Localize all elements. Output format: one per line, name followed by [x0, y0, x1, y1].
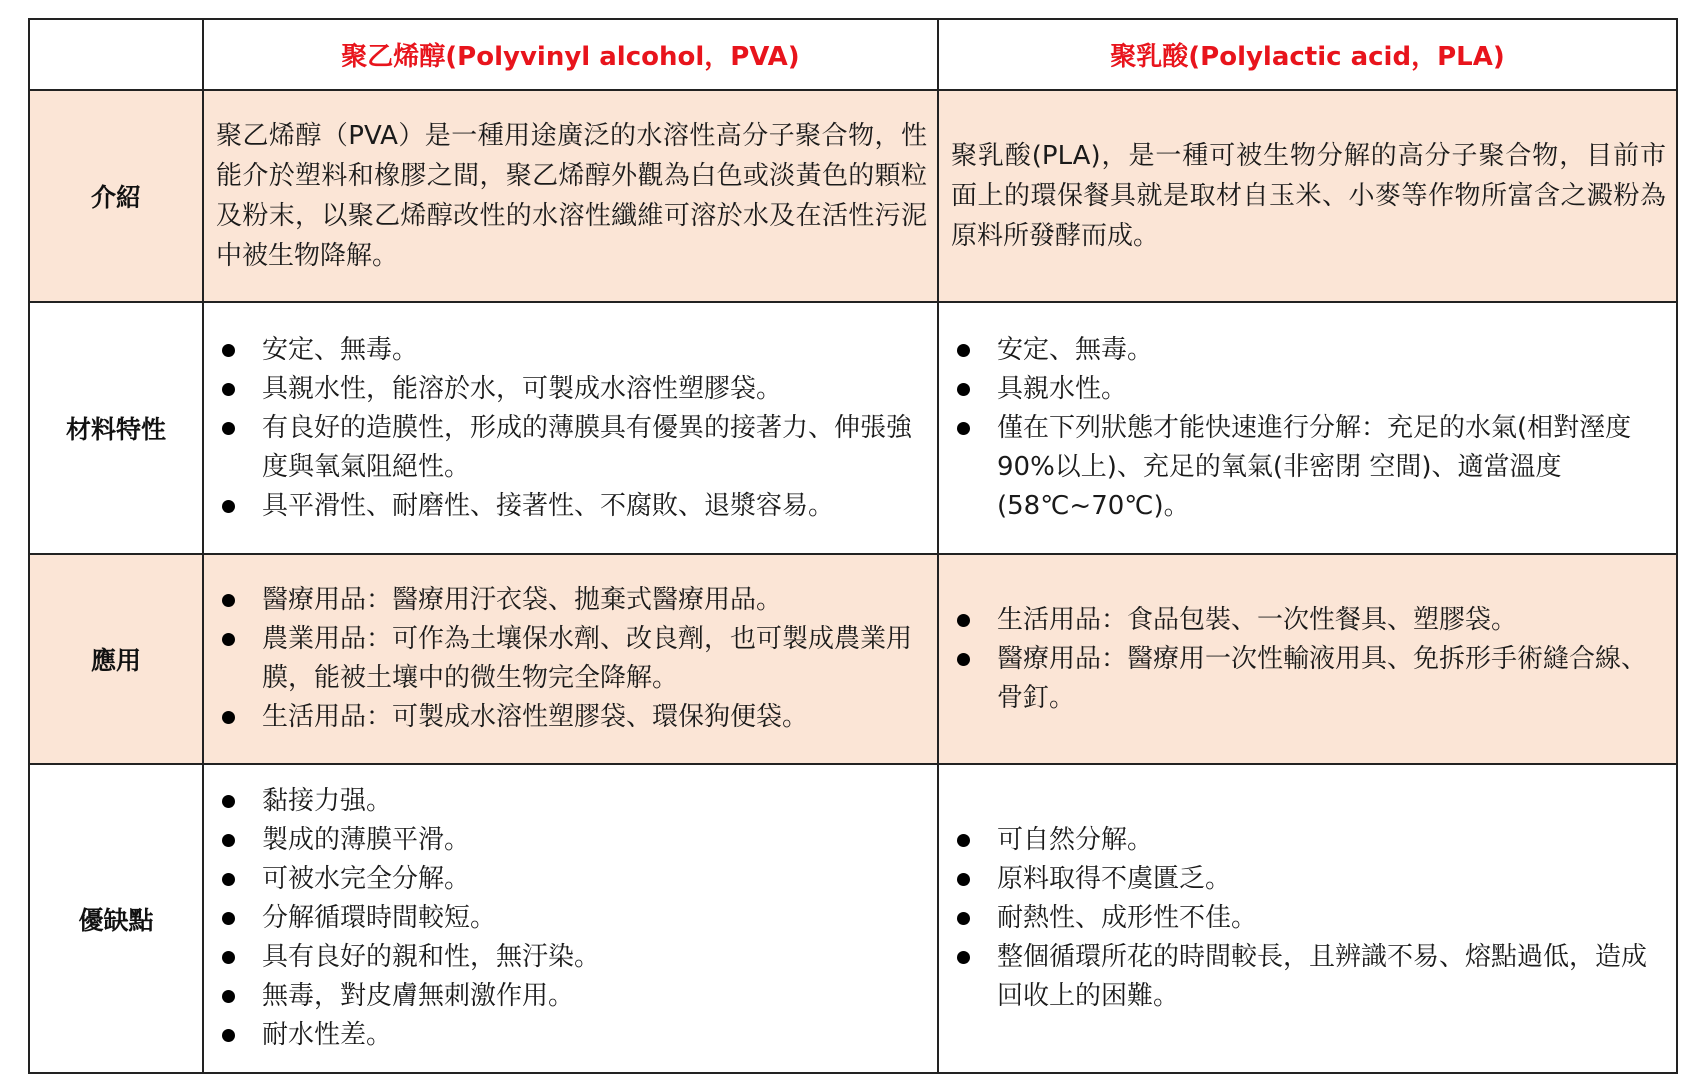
- bullet-icon: [222, 951, 235, 964]
- list-item-text: 生活用品：食品包裝、一次性餐具、塑膠袋。: [997, 604, 1518, 635]
- list-item: [949, 601, 1668, 640]
- bullet-icon: [222, 912, 235, 925]
- pva-intro-cell: [203, 90, 938, 302]
- pla-intro-text: 聚乳酸(PLA)，是一種可被生物分解的高分子聚合物，目前市面上的環保餐具就是取材自玉米、小麥等作物所富含之澱粉為原料所發酵而成。: [951, 141, 1666, 251]
- bullet-icon: [222, 633, 235, 646]
- pva-column-header: 聚乙烯醇(Polyvinyl alcohol，PVA): [203, 19, 938, 90]
- bullet-icon: [957, 344, 970, 357]
- pva-applications-cell: [203, 554, 938, 764]
- list-item-text: 醫療用品：醫療用一次性輸液用具、免拆形手術縫合線、骨釘。: [997, 643, 1648, 713]
- list-item: [214, 899, 929, 938]
- pla-column-header: 聚乳酸(Polylactic acid，PLA): [938, 19, 1677, 90]
- list-item: [214, 821, 929, 860]
- bullet-icon: [957, 951, 970, 964]
- applications-row: [29, 554, 1677, 764]
- list-item-text: 整個循環所花的時間較長，且辨識不易、熔點過低，造成回收上的困難。: [997, 942, 1648, 1011]
- intro-row: [29, 90, 1677, 302]
- list-item-text: 安定、無毒。: [997, 334, 1154, 365]
- list-item: [214, 581, 929, 620]
- pva-intro-text: 聚乙烯醇（PVA）是一種用途廣泛的水溶性高分子聚合物，性能介於塑料和橡膠之間，聚乙烯醇外觀為白色或淡黃色的顆粒及粉末，以聚乙烯醇改性的水溶性纖維可溶於水及在活性污泥中被生物降解。: [216, 121, 927, 271]
- list-item-text: 無毒，對皮膚無刺激作用。: [262, 981, 575, 1011]
- list-item-text: 醫療用品：醫療用汙衣袋、拋棄式醫療用品。: [262, 585, 783, 615]
- bullet-icon: [957, 912, 970, 925]
- properties-row-label: 材料特性: [29, 302, 203, 554]
- list-item-text: 耐水性差。: [262, 1020, 393, 1050]
- bullet-icon: [957, 614, 970, 627]
- list-item-text: 農業用品：可作為土壤保水劑、改良劑，也可製成農業用膜，能被土壤中的微生物完全降解。: [262, 624, 913, 693]
- list-item: [214, 331, 929, 370]
- list-item: [949, 640, 1668, 718]
- bullet-icon: [957, 653, 970, 666]
- pva-applications-list: [204, 581, 937, 737]
- pva-pros-cons-list: [204, 782, 937, 1055]
- list-item: [949, 938, 1668, 1016]
- pla-intro-cell: [938, 90, 1677, 302]
- bullet-icon: [222, 344, 235, 357]
- header-row: [29, 19, 1677, 90]
- list-item: [214, 860, 929, 899]
- list-item: [214, 370, 929, 409]
- list-item: [214, 487, 929, 526]
- list-item-text: 製成的薄膜平滑。: [262, 825, 471, 855]
- intro-row-label: 介紹: [29, 90, 203, 302]
- list-item: [949, 409, 1668, 526]
- list-item-text: 具親水性，能溶於水，可製成水溶性塑膠袋。: [262, 373, 783, 404]
- pla-pros-cons-cell: [938, 764, 1677, 1073]
- bullet-icon: [957, 383, 970, 396]
- pros-cons-row-label: 優缺點: [29, 764, 203, 1073]
- list-item: [214, 977, 929, 1016]
- pla-applications-cell: [938, 554, 1677, 764]
- list-item: [949, 821, 1668, 860]
- bullet-icon: [222, 594, 235, 607]
- list-item: [214, 1016, 929, 1055]
- list-item-text: 具有良好的親和性，無汙染。: [262, 942, 601, 972]
- list-item: [214, 409, 929, 487]
- list-item: [214, 782, 929, 821]
- bullet-icon: [222, 795, 235, 808]
- bullet-icon: [957, 873, 970, 886]
- pva-pros-cons-cell: [203, 764, 938, 1073]
- bullet-icon: [957, 834, 970, 847]
- list-item: [949, 370, 1668, 409]
- bullet-icon: [222, 873, 235, 886]
- bullet-icon: [222, 422, 235, 435]
- pla-applications-list: [939, 601, 1676, 718]
- list-item-text: 可被水完全分解。: [262, 864, 471, 894]
- pla-properties-cell: [938, 302, 1677, 554]
- list-item: [214, 620, 929, 698]
- pva-properties-cell: [203, 302, 938, 554]
- list-item: [949, 860, 1668, 899]
- list-item-text: 有良好的造膜性，形成的薄膜具有優異的接著力、伸張強度與氧氣阻絕性。: [262, 412, 913, 482]
- properties-row: [29, 302, 1677, 554]
- pla-properties-list: [939, 331, 1676, 526]
- pva-properties-list: [204, 331, 937, 526]
- applications-row-label: 應用: [29, 554, 203, 764]
- bullet-icon: [222, 990, 235, 1003]
- corner-cell: [29, 19, 203, 90]
- list-item-text: 僅在下列狀態才能快速進行分解：充足的水氣(相對溼度 90%以上)、充足的氧氣(非密閉 空間)、適當溫度(58℃~70℃)。: [997, 412, 1632, 521]
- list-item: [214, 938, 929, 977]
- list-item-text: 耐熱性、成形性不佳。: [997, 903, 1258, 933]
- pros-cons-row: [29, 764, 1677, 1073]
- list-item: [949, 331, 1668, 370]
- list-item-text: 生活用品：可製成水溶性塑膠袋、環保狗便袋。: [262, 702, 809, 732]
- bullet-icon: [222, 711, 235, 724]
- list-item-text: 黏接力强。: [262, 786, 393, 816]
- list-item-text: 安定、無毒。: [262, 334, 419, 365]
- bullet-icon: [222, 834, 235, 847]
- list-item-text: 具親水性。: [997, 373, 1128, 404]
- comparison-table: [28, 18, 1678, 1074]
- list-item-text: 分解循環時間較短。: [262, 903, 497, 933]
- bullet-icon: [957, 422, 970, 435]
- pla-pros-cons-list: [939, 821, 1676, 1016]
- bullet-icon: [222, 383, 235, 396]
- list-item-text: 可自然分解。: [997, 825, 1154, 855]
- bullet-icon: [222, 1029, 235, 1042]
- list-item: [214, 698, 929, 737]
- list-item-text: 原料取得不虞匱乏。: [997, 864, 1232, 894]
- bullet-icon: [222, 500, 235, 513]
- list-item-text: 具平滑性、耐磨性、接著性、不腐敗、退漿容易。: [262, 490, 835, 521]
- list-item: [949, 899, 1668, 938]
